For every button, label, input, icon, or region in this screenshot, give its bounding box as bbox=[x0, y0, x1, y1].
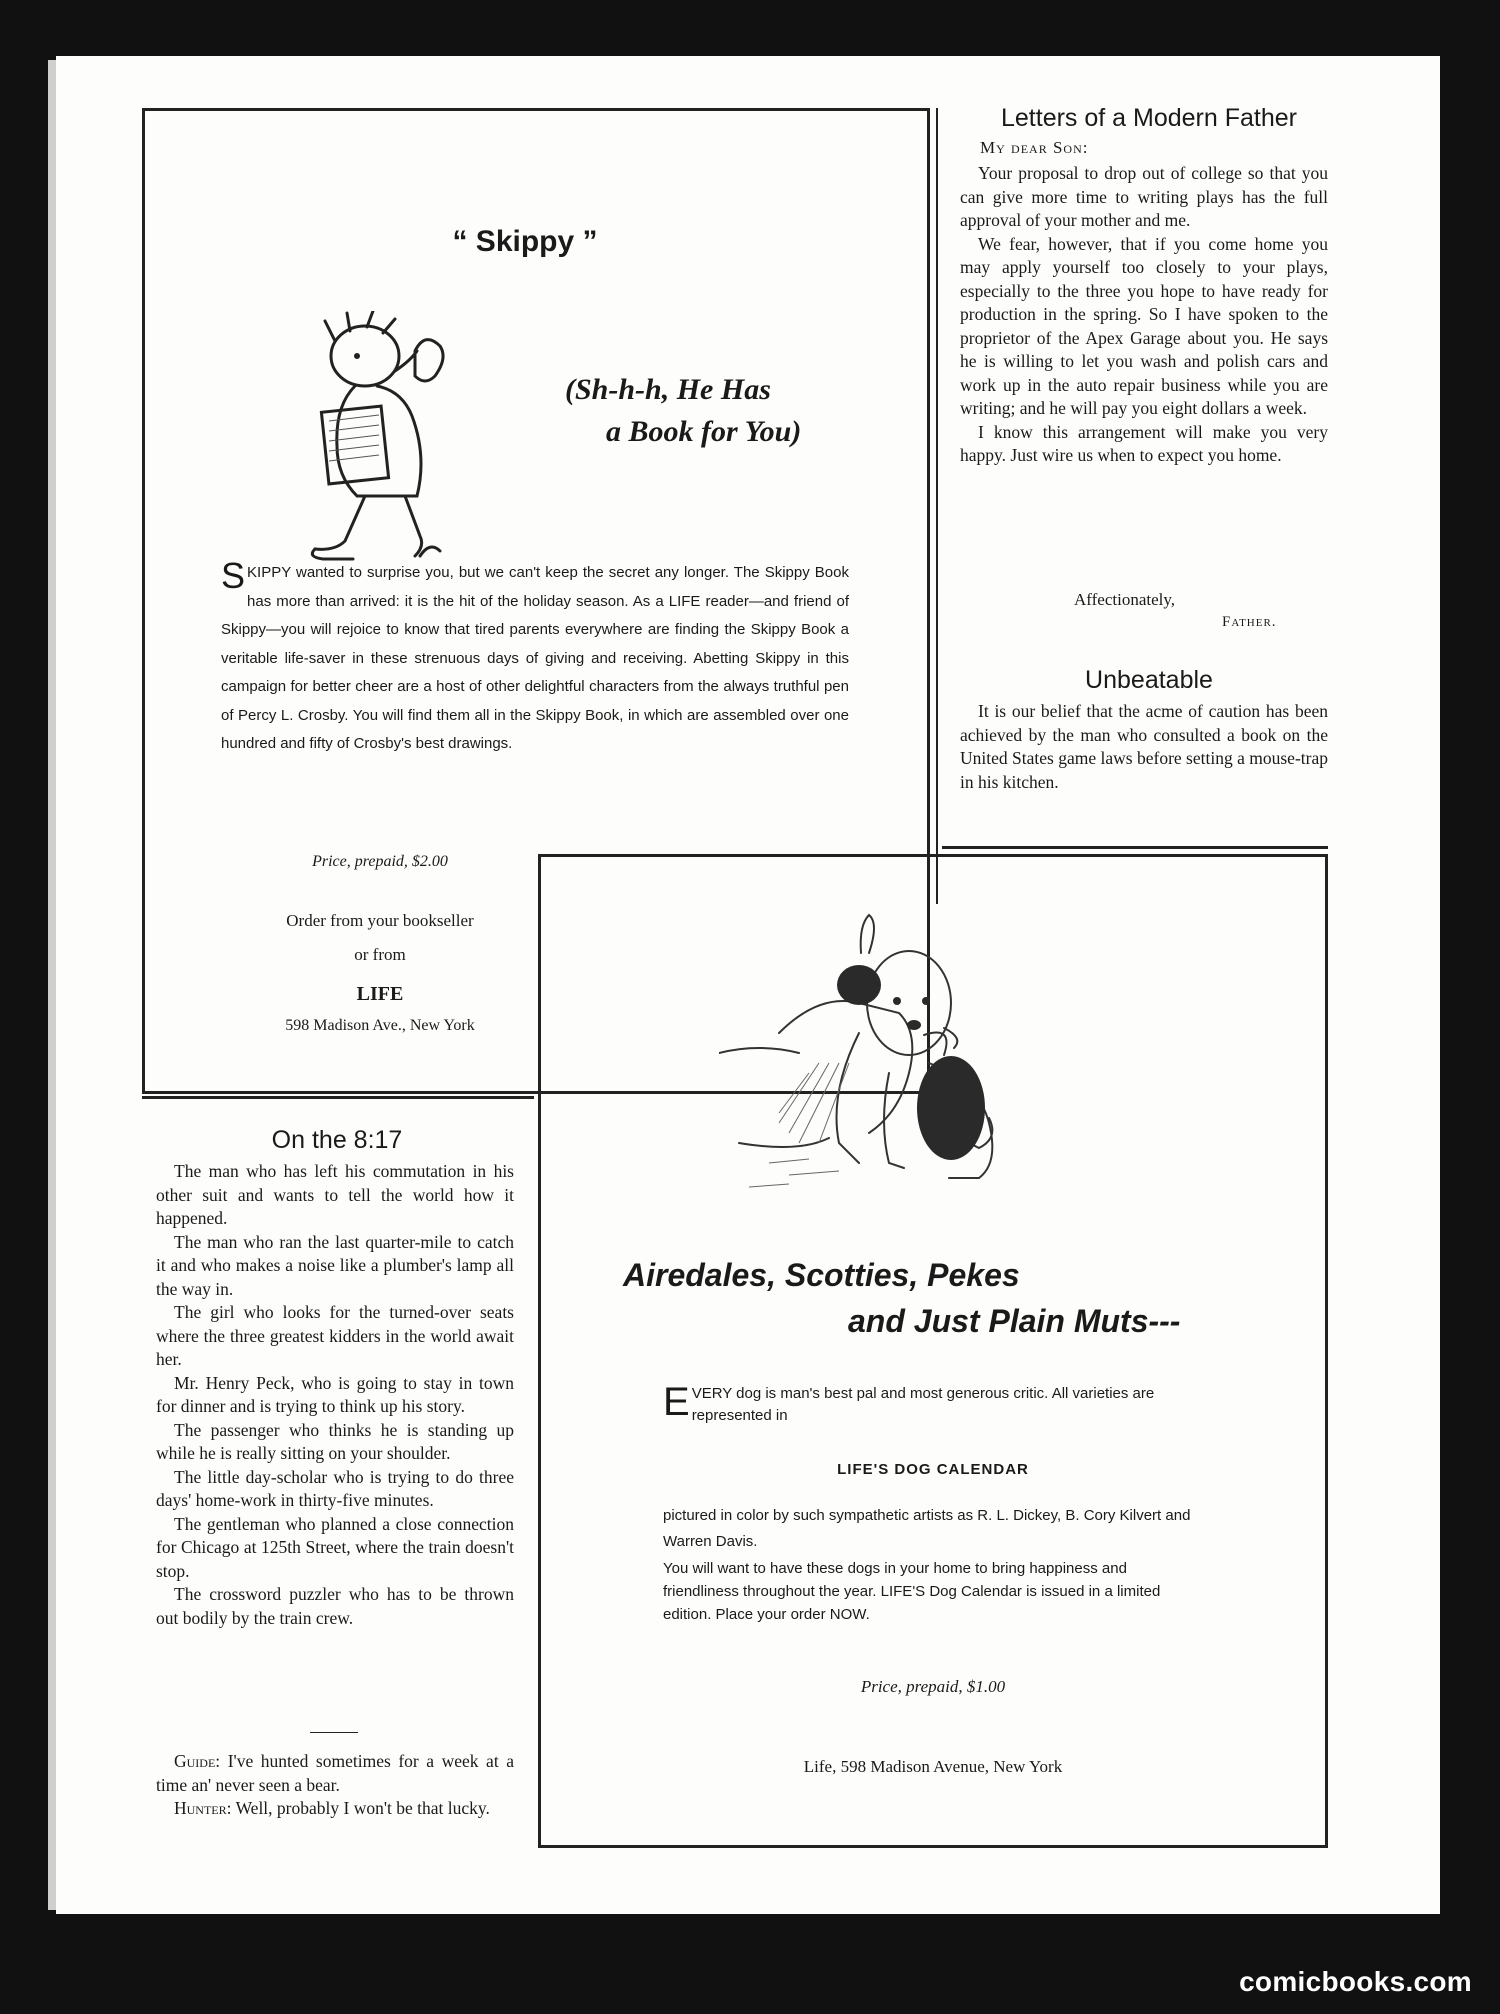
commute-paragraph: The little day-scholar who is trying to do three days' home-work in thirty-five minutes. bbox=[156, 1466, 514, 1510]
column-rule-right bbox=[936, 108, 938, 904]
commute-paragraph: The man who ran the last quarter-mile to catch it and who makes a noise like a plumber's lamp all the way in. bbox=[156, 1231, 514, 1299]
letters-signature: Father. bbox=[1222, 614, 1277, 630]
unbeatable-text bbox=[960, 700, 1328, 794]
unbeatable-paragraph: It is our belief that the acme of caution has been achieved by the man who consulted a book on the United States game laws before setting a mouse-trap in his kitchen. bbox=[960, 701, 1328, 792]
hunter-line bbox=[156, 1797, 514, 1821]
guide-text: I've hunted sometimes for a week at a time an' never seen a bear. bbox=[156, 1751, 514, 1795]
skippy-illustration bbox=[295, 311, 525, 571]
dog-ad-intro bbox=[663, 1380, 1195, 1427]
dog-ad-intro-text: VERY dog is man's best pal and most generous critic. All varieties are represented in bbox=[691, 1385, 1155, 1424]
letters-paragraph: I know this arrangement will make you very happy. Just wire us when to expect you home. bbox=[960, 421, 1328, 465]
commute-paragraph: The passenger who thinks he is standing up while he is really sitting on your shoulder. bbox=[156, 1419, 514, 1463]
dog-headline-2: and Just Plain Muts--- bbox=[848, 1303, 1181, 1339]
commute-divider bbox=[310, 1732, 358, 1733]
commute-body bbox=[156, 1160, 514, 1630]
skippy-ad-body bbox=[221, 555, 849, 759]
letters-salutation: My dear Son: bbox=[980, 138, 1089, 157]
skippy-ad-text: KIPPY wanted to surprise you, but we can't keep the secret any longer. The Skippy Book has more than arrived: it is the hit of the holiday season. As a LIFE reader—and friend of Skippy—you will rejoice to know that tired parents everywhere are finding the Skippy Book a veritable life-saver in these strenuous days of giving and receiving. Abetting Skippy in this campaign for better cheer are a host of other delightful characters from the always truthful pen of Percy L. Crosby. You will find them all in the Skippy Book, in which are assembled over one hundred and fifty of Crosby's best drawings. bbox=[221, 564, 849, 752]
dog-illustration bbox=[719, 913, 1059, 1213]
skippy-publisher: LIFE bbox=[356, 983, 404, 1005]
dog-headline-1: Airedales, Scotties, Pekes bbox=[623, 1257, 1020, 1293]
letters-paragraph: We fear, however, that if you come home you may apply yourself too closely to your plays, especially to the three you hope to have ready for production in the spring. So I have spoken to the proprietor of the Apex Garage about you. He says he is willing to let you wash and polish cars and work up in the auto repair business while you are writing; and he will pay you eight dollars a week. bbox=[960, 233, 1328, 418]
dog-calendar-product: LIFE'S DOG CALENDAR bbox=[837, 1461, 1029, 1478]
hunter-text: Well, probably I won't be that lucky. bbox=[235, 1798, 490, 1818]
skippy-ad-title: “ Skippy ” bbox=[452, 225, 598, 258]
commute-paragraph: The man who has left his commutation in his other suit and wants to tell the world how it happened. bbox=[156, 1161, 514, 1228]
commute-paragraph: Mr. Henry Peck, who is going to stay in town for dinner and is trying to think up his story. bbox=[156, 1372, 514, 1416]
dog-calendar-ad bbox=[538, 854, 1328, 1848]
letters-closing: Affectionately, bbox=[1074, 590, 1176, 609]
letters-body bbox=[960, 162, 1328, 468]
commute-paragraph: The crossword puzzler who has to be thrown out bodily by the train crew. bbox=[156, 1584, 514, 1628]
joke-dialogue bbox=[156, 1750, 514, 1821]
commute-paragraph: The gentleman who planned a close connection for Chicago at 125th Street, where the train doesn't stop. bbox=[156, 1513, 514, 1581]
dog-ad-address: Life, 598 Madison Avenue, New York bbox=[803, 1757, 1063, 1776]
guide-line bbox=[156, 1750, 514, 1797]
commute-paragraph: The girl who looks for the turned-over seats where the three greatest kidders in the world await her. bbox=[156, 1302, 514, 1369]
letters-title: Letters of a Modern Father bbox=[1001, 104, 1297, 132]
skippy-dropcap: S bbox=[221, 555, 246, 596]
left-column-rule-top bbox=[142, 1096, 534, 1099]
dog-ad-artists: pictured in color by such sympathetic artists as R. L. Dickey, B. Cory Kilvert and Warren Davis. bbox=[663, 1507, 1191, 1550]
unbeatable-bottom-rule bbox=[942, 846, 1328, 849]
dog-ad-pitch: You will want to have these dogs in your home to bring happiness and friendliness throughout the year. LIFE'S Dog Calendar is issued in a limited edition. Place your order NOW. bbox=[663, 1560, 1161, 1623]
dog-ad-price: Price, prepaid, $1.00 bbox=[860, 1677, 1006, 1696]
skippy-address: 598 Madison Ave., New York bbox=[285, 1017, 475, 1034]
hunter-speaker: Hunter: bbox=[174, 1798, 232, 1818]
skippy-price: Price, prepaid, $2.00 bbox=[312, 853, 448, 870]
letters-paragraph: Your proposal to drop out of college so that you can give more time to writing plays has the full approval of your mother and me. bbox=[960, 163, 1328, 230]
magazine-page bbox=[56, 56, 1440, 1914]
skippy-order-line-2: or from bbox=[354, 945, 406, 964]
watermark: comicbooks.com bbox=[1239, 1966, 1472, 1997]
guide-speaker: Guide: bbox=[174, 1751, 221, 1771]
skippy-tagline-1: (Sh-h-h, He Has bbox=[565, 373, 771, 406]
skippy-order-line-1: Order from your bookseller bbox=[286, 911, 474, 930]
commute-title: On the 8:17 bbox=[271, 1126, 403, 1154]
skippy-tagline-2: a Book for You) bbox=[606, 415, 802, 448]
dog-dropcap: E bbox=[663, 1380, 690, 1424]
unbeatable-title: Unbeatable bbox=[1085, 666, 1213, 694]
page-edge bbox=[48, 60, 56, 1910]
